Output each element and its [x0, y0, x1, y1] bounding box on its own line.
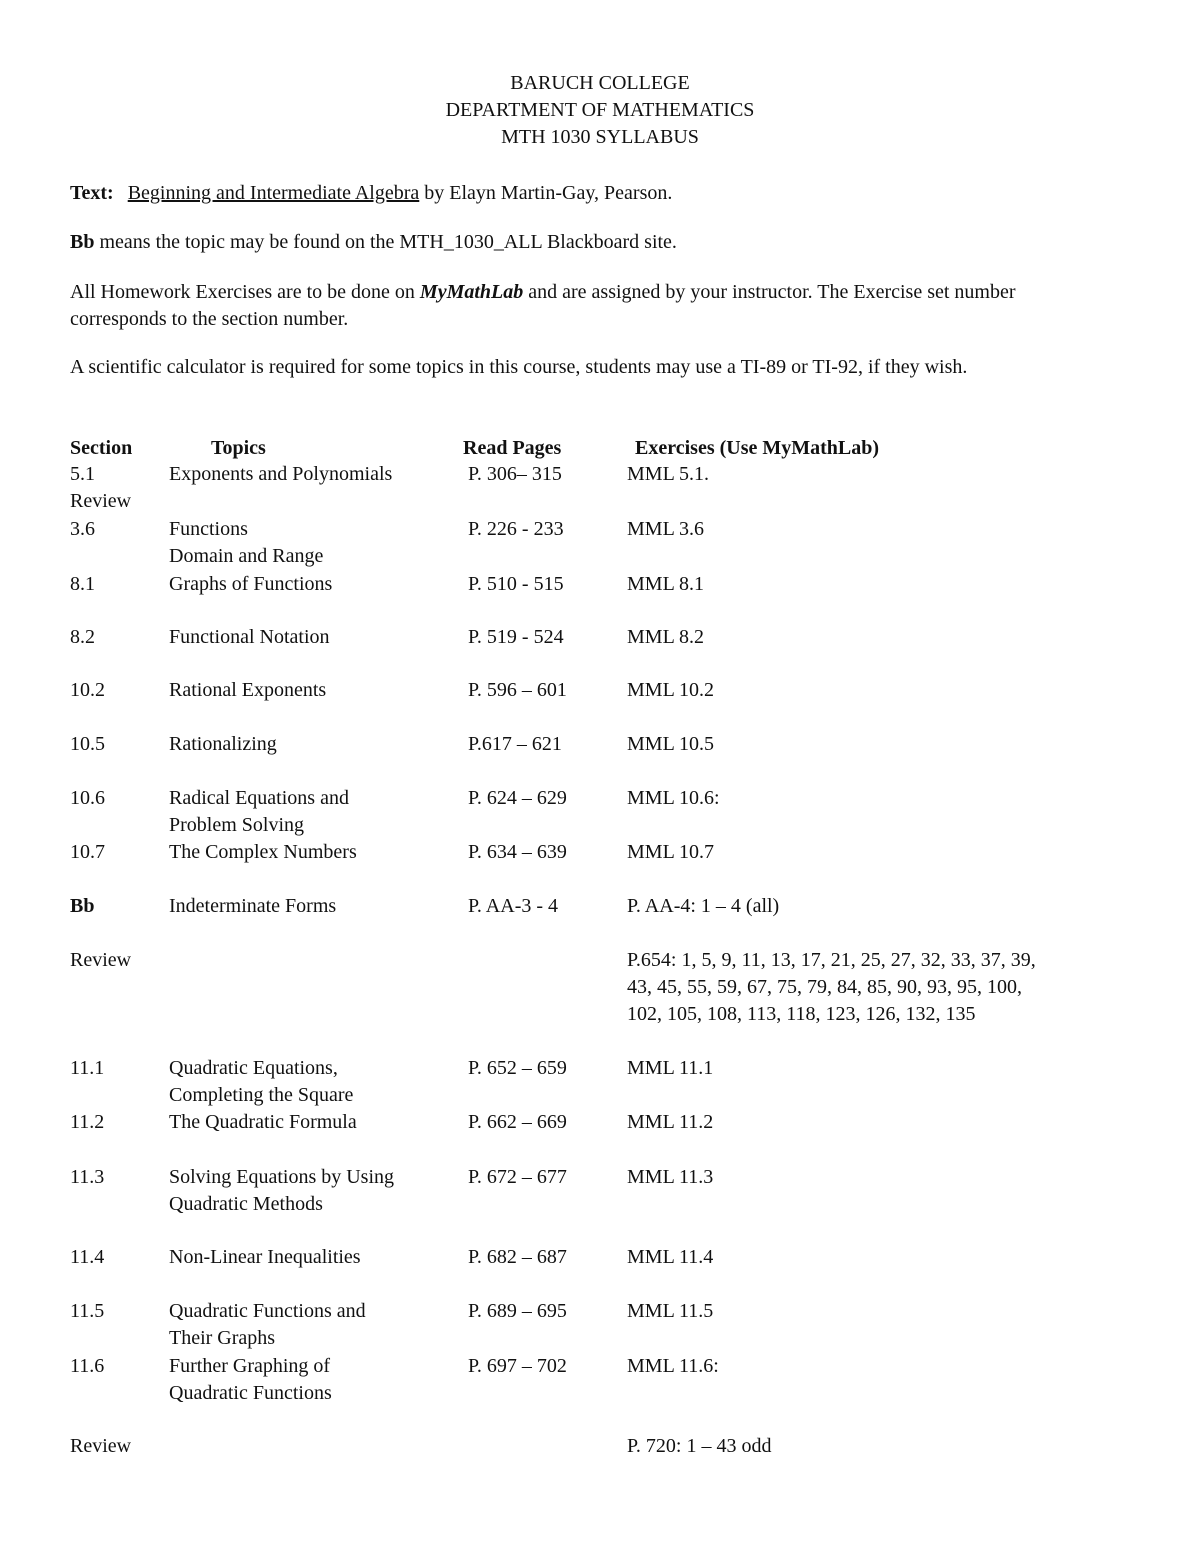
exercises-cell-line: MML 10.5 [627, 733, 715, 755]
exercises-cell-line: MML 11.5 [627, 1300, 714, 1322]
section-cell [70, 624, 95, 651]
topic-cell-line: Problem Solving [169, 814, 305, 836]
section-cell [70, 1164, 104, 1191]
exercises-cell-line: MML 10.6: [627, 787, 720, 809]
read-pages-cell: P. 682 – 687 [468, 1246, 567, 1268]
exercises-cell [627, 1244, 713, 1271]
read-pages-cell: P. 697 – 702 [468, 1355, 567, 1377]
exercises-cell [627, 624, 704, 651]
section-cell-line: 11.5 [70, 1300, 105, 1322]
section-cell-line: 11.2 [70, 1111, 105, 1133]
exercises-cell [627, 461, 709, 488]
section-cell-line: Review [70, 1435, 132, 1457]
read-pages-cell: P. 689 – 695 [468, 1300, 567, 1322]
section-cell-line: 8.2 [70, 626, 95, 648]
read-pages-cell: P. 596 – 601 [468, 679, 567, 701]
topic-cell [169, 516, 323, 570]
read-pages-cell: P. 662 – 669 [468, 1111, 567, 1133]
topic-cell [169, 571, 332, 598]
exercises-cell-line: P. AA-4: 1 – 4 (all) [627, 895, 780, 917]
exercises-cell-line: MML 8.1 [627, 573, 705, 595]
section-cell [70, 516, 95, 543]
section-cell [70, 785, 105, 812]
exercises-cell-line: MML 11.1 [627, 1057, 714, 1079]
section-cell [70, 893, 94, 920]
topic-cell-line: Functions [169, 518, 248, 540]
section-cell-line: 11.6 [70, 1355, 105, 1377]
homework-note-before: All Homework Exercises are to be done on [70, 281, 420, 303]
section-cell-line: 11.4 [70, 1246, 105, 1268]
section-cell-line: Review [70, 490, 132, 512]
read-pages-cell: P. 652 – 659 [468, 1057, 567, 1079]
exercises-cell-line: MML 5.1. [627, 463, 710, 485]
section-cell [70, 461, 131, 515]
exercises-cell [627, 677, 714, 704]
section-cell-line: 10.6 [70, 787, 105, 809]
exercises-cell-line: P.654: 1, 5, 9, 11, 13, 17, 21, 25, 27, 32, 33, 37, 39, [627, 949, 1036, 971]
topic-cell-line: The Quadratic Formula [169, 1111, 357, 1133]
section-cell [70, 1244, 104, 1271]
textbook-line [70, 180, 1130, 207]
topic-cell-line: Quadratic Functions and [169, 1300, 366, 1322]
header-exercises: Exercises (Use MyMathLab) [635, 437, 880, 459]
read-pages-cell: P. 519 - 524 [468, 626, 564, 648]
exercises-cell-line: MML 11.4 [627, 1246, 714, 1268]
section-cell [70, 571, 95, 598]
textbook-title: Beginning and Intermediate Algebra [127, 182, 420, 204]
read-pages-cell: P. 672 – 677 [468, 1166, 567, 1188]
read-pages-cell: P. AA-3 - 4 [468, 895, 559, 917]
exercises-cell-line: MML 11.3 [627, 1166, 714, 1188]
topic-cell-line: Non-Linear Inequalities [169, 1246, 361, 1268]
exercises-cell [627, 893, 779, 920]
section-cell [70, 1109, 104, 1136]
homework-note-second-line: corresponds to the section number. [70, 308, 349, 330]
read-pages-cell: P.617 – 621 [468, 733, 562, 755]
homework-note-after: and are assigned by your instructor. The Exercise set number [523, 281, 1016, 303]
read-pages-cell: P. 634 – 639 [468, 841, 567, 863]
read-pages-cell: P. 624 – 629 [468, 787, 567, 809]
bb-note-text: means the topic may be found on the MTH_1030_ALL Blackboard site. [94, 231, 677, 253]
section-cell-line: 10.5 [70, 733, 105, 755]
section-cell [70, 1353, 104, 1380]
bb-label: Bb [70, 231, 95, 253]
exercises-cell-line: 102, 105, 108, 113, 118, 123, 126, 132, 135 [627, 1003, 976, 1025]
mymathlab-emphasis: MyMathLab [419, 281, 524, 303]
header-topics: Topics [211, 437, 266, 459]
topic-cell-line: Rationalizing [169, 733, 277, 755]
blackboard-note [70, 229, 1130, 256]
section-cell-line: 8.1 [70, 573, 95, 595]
exercises-cell-line: P. 720: 1 – 43 odd [627, 1435, 772, 1457]
topic-cell [169, 1298, 366, 1352]
topic-cell [169, 1055, 353, 1109]
section-cell [70, 947, 131, 974]
exercises-cell-line: MML 11.2 [627, 1111, 714, 1133]
exercises-cell [627, 571, 704, 598]
exercises-cell [627, 1433, 771, 1460]
section-cell [70, 1055, 104, 1082]
topic-cell [169, 893, 336, 920]
topic-cell-line: Rational Exponents [169, 679, 327, 701]
topic-cell-line: The Complex Numbers [169, 841, 357, 863]
exercises-cell [627, 731, 714, 758]
exercises-cell-line: MML 8.2 [627, 626, 705, 648]
exercises-cell-line: MML 10.7 [627, 841, 715, 863]
topic-cell [169, 1353, 332, 1407]
topic-cell-line: Functional Notation [169, 626, 330, 648]
document-header [0, 70, 1200, 151]
header-read-pages: Read Pages [463, 437, 562, 459]
exercises-cell [627, 516, 704, 543]
topic-cell-line: Quadratic Methods [169, 1193, 323, 1215]
read-pages-cell: P. 510 - 515 [468, 573, 564, 595]
topic-cell [169, 624, 330, 651]
exercises-cell-line: 43, 45, 55, 59, 67, 75, 79, 84, 85, 90, 93, 95, 100, [627, 976, 1022, 998]
topic-cell [169, 1244, 361, 1271]
text-label: Text: [70, 182, 114, 204]
textbook-author: by Elayn Martin-Gay, Pearson. [419, 182, 673, 204]
section-cell [70, 1298, 104, 1325]
topic-cell-line: Completing the Square [169, 1084, 354, 1106]
topic-cell-line: Domain and Range [169, 545, 324, 567]
section-cell-line: 5.1 [70, 463, 95, 485]
section-cell-line: Review [70, 949, 132, 971]
section-cell-line: 10.2 [70, 679, 105, 701]
department-name: DEPARTMENT OF MATHEMATICS [445, 99, 755, 121]
exercises-cell [627, 839, 714, 866]
topic-cell [169, 731, 277, 758]
topic-cell [169, 785, 349, 839]
syllabus-table [70, 435, 1140, 1457]
section-cell [70, 677, 105, 704]
section-cell-line: Bb [70, 895, 95, 917]
read-pages-cell: P. 306– 315 [468, 463, 562, 485]
section-cell-line: 11.1 [70, 1057, 105, 1079]
section-cell-line: 10.7 [70, 841, 105, 863]
college-name: BARUCH COLLEGE [510, 72, 690, 94]
exercises-cell [627, 947, 1036, 1028]
topic-cell [169, 677, 326, 704]
exercises-cell-line: MML 10.2 [627, 679, 715, 701]
topic-cell-line: Quadratic Functions [169, 1382, 332, 1404]
exercises-cell [627, 1353, 719, 1380]
exercises-cell-line: MML 3.6 [627, 518, 705, 540]
topic-cell-line: Further Graphing of [169, 1355, 331, 1377]
table-header-row [70, 435, 1140, 462]
topic-cell-line: Exponents and Polynomials [169, 463, 393, 485]
header-section: Section [70, 437, 133, 459]
section-cell-line: 11.3 [70, 1166, 105, 1188]
exercises-cell [627, 1164, 713, 1191]
exercises-cell [627, 1109, 713, 1136]
topic-cell [169, 461, 392, 488]
section-cell-line: 3.6 [70, 518, 95, 540]
exercises-cell [627, 785, 720, 812]
exercises-cell-line: MML 11.6: [627, 1355, 719, 1377]
topic-cell [169, 1109, 357, 1136]
homework-note [70, 279, 1130, 333]
read-pages-cell: P. 226 - 233 [468, 518, 564, 540]
topic-cell-line: Quadratic Equations, [169, 1057, 338, 1079]
section-cell [70, 839, 105, 866]
topic-cell [169, 839, 357, 866]
topic-cell [169, 1164, 394, 1218]
topic-cell-line: Graphs of Functions [169, 573, 333, 595]
topic-cell-line: Their Graphs [169, 1327, 276, 1349]
section-cell [70, 731, 105, 758]
topic-cell-line: Indeterminate Forms [169, 895, 337, 917]
topic-cell-line: Solving Equations by Using [169, 1166, 395, 1188]
topic-cell-line: Radical Equations and [169, 787, 349, 809]
section-cell [70, 1433, 131, 1460]
exercises-cell [627, 1055, 713, 1082]
syllabus-title: MTH 1030 SYLLABUS [501, 126, 699, 148]
exercises-cell [627, 1298, 713, 1325]
calculator-note: A scientific calculator is required for some topics in this course, students may use a TI-89 or TI-92, if they wish. [70, 356, 968, 378]
